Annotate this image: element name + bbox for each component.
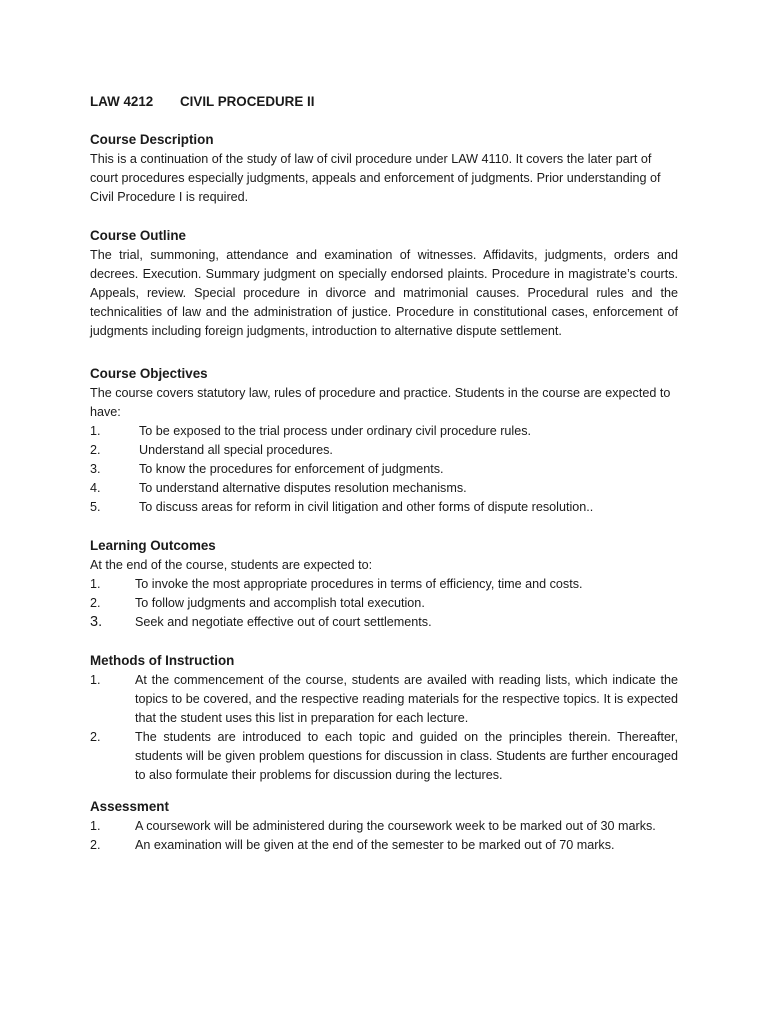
- list-item: [90, 671, 678, 728]
- list-item: [90, 728, 678, 785]
- learning-outcomes-intro: At the end of the course, students are expected to:: [90, 558, 373, 572]
- list-number: 1.: [90, 424, 101, 438]
- list-text: To invoke the most appropriate procedures in terms of efficiency, time and costs.: [135, 577, 583, 591]
- list-number: 1.: [90, 673, 101, 687]
- course-objectives-intro: The course covers statutory law, rules of procedure and practice. Students in the course are expected to have:: [90, 386, 671, 419]
- list-number: 1.: [90, 577, 101, 591]
- course-objectives-list: [90, 422, 678, 517]
- list-number: 2.: [90, 838, 101, 852]
- methods-of-instruction-section: [90, 651, 678, 785]
- list-number: 1.: [90, 819, 101, 833]
- list-item: [90, 441, 678, 460]
- list-number: 2.: [90, 596, 101, 610]
- list-item: [90, 817, 678, 836]
- list-number: 5.: [90, 500, 101, 514]
- assessment-section: [90, 797, 678, 855]
- learning-outcomes-list: [90, 575, 678, 632]
- learning-outcomes-section: [90, 536, 678, 632]
- list-number: 3.: [90, 614, 103, 630]
- list-text: Seek and negotiate effective out of court settlements.: [135, 615, 432, 629]
- course-outline-section: [90, 226, 678, 341]
- list-number: 2.: [90, 443, 101, 457]
- course-description-text: This is a continuation of the study of law of civil procedure under LAW 4110. It covers the later part of court procedures especially judgments, appeals and enforcement of judgments. Prior understanding of Civil Procedure I is required.: [90, 152, 661, 204]
- methods-of-instruction-list: [90, 671, 678, 785]
- course-description-section: [90, 130, 678, 207]
- list-item: [90, 613, 678, 632]
- list-text: The students are introduced to each topic and guided on the principles therein. Thereafter, students will be given problem questions for discussion in class. Students are further encouraged to also formulate their problems for discussion during the lectures.: [135, 730, 678, 782]
- list-item: [90, 422, 678, 441]
- list-text: To understand alternative disputes resolution mechanisms.: [139, 481, 467, 495]
- course-objectives-section: [90, 364, 678, 517]
- list-item: [90, 594, 678, 613]
- list-text: A coursework will be administered during the coursework week to be marked out of 30 marks.: [135, 819, 656, 833]
- course-objectives-heading: Course Objectives: [90, 366, 208, 381]
- assessment-heading: Assessment: [90, 799, 169, 814]
- course-title: [90, 92, 678, 111]
- list-item: [90, 498, 678, 517]
- course-name: CIVIL PROCEDURE II: [180, 94, 315, 109]
- list-text: An examination will be given at the end of the semester to be marked out of 70 marks.: [135, 838, 615, 852]
- list-text: To discuss areas for reform in civil litigation and other forms of dispute resolution..: [139, 500, 594, 514]
- assessment-list: [90, 817, 678, 855]
- list-text: Understand all special procedures.: [139, 443, 333, 457]
- list-number: 4.: [90, 481, 101, 495]
- list-text: To be exposed to the trial process under ordinary civil procedure rules.: [139, 424, 532, 438]
- course-description-heading: Course Description: [90, 132, 214, 147]
- list-number: 3.: [90, 462, 101, 476]
- course-outline-text: The trial, summoning, attendance and examination of witnesses. Affidavits, judgments, orders and decrees. Execution. Summary judgment on specially endorsed plaints. Procedure in magistrate’s courts. Appeals, review. Special procedure in divorce and matrimonial causes. Procedural rules and the technicalities of law and the administration of justice. Procedure in constitutional cases, enforcement of judgments including foreign judgments, introduction to alternative dispute settlement.: [90, 248, 678, 338]
- list-text: At the commencement of the course, students are availed with reading lists, which indicate the topics to be covered, and the respective reading materials for the respective topics. It is expected that the student uses this list in preparation for each lecture.: [135, 673, 678, 725]
- list-item: [90, 460, 678, 479]
- course-outline-heading: Course Outline: [90, 228, 186, 243]
- list-text: To know the procedures for enforcement of judgments.: [139, 462, 444, 476]
- list-item: [90, 836, 678, 855]
- course-code: LAW 4212: [90, 94, 154, 109]
- list-item: [90, 575, 678, 594]
- list-number: 2.: [90, 730, 101, 744]
- methods-of-instruction-heading: Methods of Instruction: [90, 653, 235, 668]
- list-text: To follow judgments and accomplish total execution.: [135, 596, 425, 610]
- list-item: [90, 479, 678, 498]
- learning-outcomes-heading: Learning Outcomes: [90, 538, 216, 553]
